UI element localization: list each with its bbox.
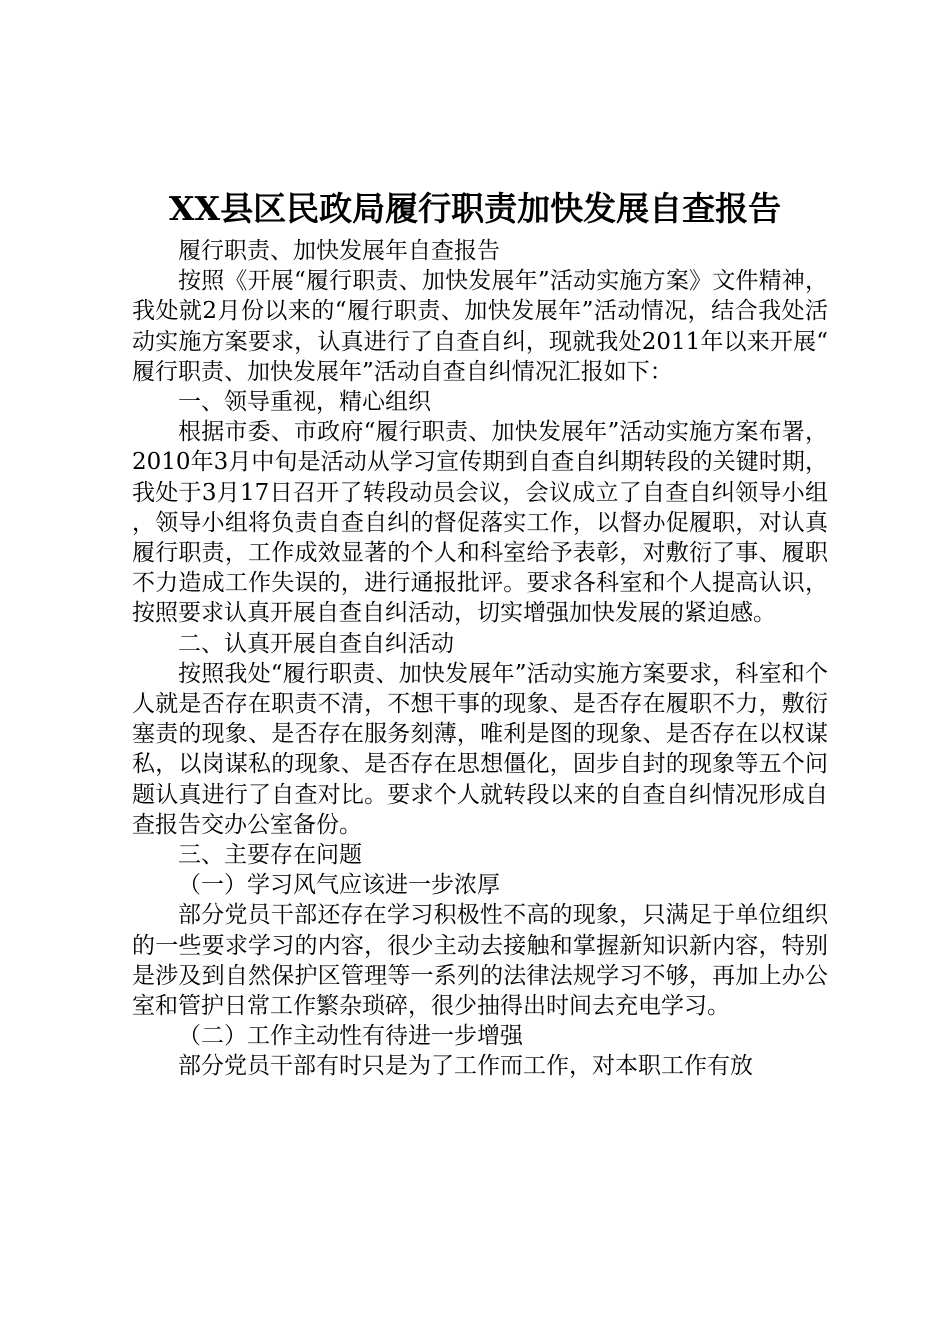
section-heading-2: 二、认真开展自查自纠活动 [178, 630, 454, 657]
intro-paragraph: 按照《开展“履行职责、加快发展年”活动实施方案》文件精神，我处就2月份以来的“履行职责、加快发展年”活动情况，结合我处活动实施方案要求，认真进行了自查自纠，现就我处2011年以来开展“履行职责、加快发展年”活动自查自纠情况汇报如下： [132, 268, 828, 385]
subsection-heading-2: （二）工作主动性有待进一步增强 [178, 1023, 523, 1050]
section-heading-1: 一、领导重视，精心组织 [178, 389, 431, 416]
subsection-heading-1: （一）学习风气应该进一步浓厚 [178, 872, 500, 899]
document-body [132, 236, 828, 1082]
document-title: XX县区民政局履行职责加快发展自查报告 [168, 189, 782, 228]
section-2-paragraph: 按照我处“履行职责、加快发展年”活动实施方案要求，科室和个人就是否存在职责不清，不想干事的现象、是否存在履职不力，敷衍塞责的现象、是否存在服务刻薄，唯利是图的现象、是否存在以权谋私，以岗谋私的现象、是否存在思想僵化，固步自封的现象等五个问题认真进行了自查对比。要求个人就转段以来的自查自纠情况形成自查报告交办公室备份。 [132, 660, 828, 838]
subsection-1-paragraph: 部分党员干部还存在学习积极性不高的现象，只满足于单位组织的一些要求学习的内容，很少主动去接触和掌握新知识新内容，特别是涉及到自然保护区管理等一系列的法律法规学习不够，再加上办公室和管护日常工作繁杂琐碎，很少抽得出时间去充电学习。 [132, 902, 828, 1020]
section-1-paragraph: 根据市委、市政府“履行职责、加快发展年”活动实施方案布署，2010年3月中旬是活动从学习宣传期到自查自纠期转段的关键时期，我处于3月17日召开了转段动员会议，会议成立了自查自纠领导小组，领导小组将负责自查自纠的督促落实工作，以督办促履职，对认真履行职责，工作成效显著的个人和科室给予表彰，对敷衍了事、履职不力造成工作失误的，进行通报批评。要求各科室和个人提高认识，按照要求认真开展自查自纠活动，切实增强加快发展的紧迫感。 [132, 419, 828, 627]
section-heading-3: 三、主要存在问题 [178, 842, 362, 869]
subtitle-paragraph: 履行职责、加快发展年自查报告 [178, 238, 500, 264]
subsection-2-paragraph: 部分党员干部有时只是为了工作而工作，对本职工作有放 [178, 1053, 753, 1080]
